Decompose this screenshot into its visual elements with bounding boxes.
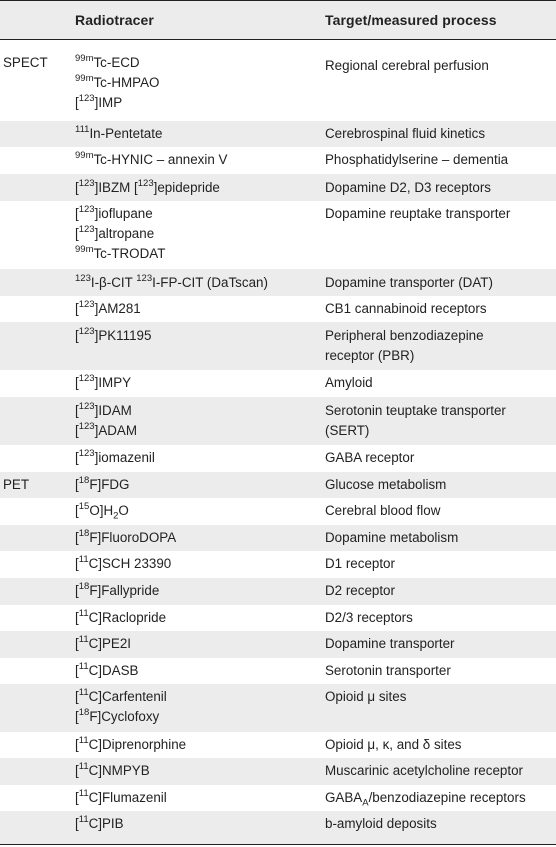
tracer-cell: [$^{11}$C]Raclopride: [75, 607, 167, 625]
category-cell: SPECT: [3, 55, 48, 70]
target-cell: Dopamine transporter: [325, 636, 455, 651]
tracer-cell: [$^{123}$]IMPY: [75, 372, 132, 390]
table-row: [0, 174, 556, 201]
target-cell: D2 receptor: [325, 583, 395, 598]
target-cell: Serotonin transporter: [325, 663, 451, 678]
target-cell: Amyloid: [325, 375, 373, 390]
tracer-cell: $^{99m}$Tc-HYNIC – annexin V: [75, 149, 228, 167]
target-cell: Cerebral blood flow: [325, 503, 441, 518]
table-row: [0, 53, 556, 121]
table-row: [0, 631, 556, 658]
table-bottom-rule: [0, 844, 556, 845]
target-cell: D1 receptor: [325, 556, 395, 571]
tracer-cell: $^{111}$In-Pentetate: [75, 123, 163, 141]
tracer-cell: [$^{11}$C]NMPYB: [75, 760, 150, 778]
table-row: [0, 658, 556, 684]
table-row: [0, 296, 556, 322]
tracer-cell: $[^{15}O]H_2O$: [75, 500, 129, 522]
table-row: [0, 525, 556, 551]
tracer-cell: [$^{123}$]iomazenil: [75, 447, 155, 465]
table-row: [0, 498, 556, 525]
target-cell: Regional cerebral perfusion: [325, 58, 489, 73]
table-row: [0, 605, 556, 631]
tracer-cell: [$^{11}$C]DASB: [75, 660, 139, 678]
table-row: [0, 684, 556, 732]
target-cell: Dopamine metabolism: [325, 530, 459, 545]
tracer-cell: [$^{11}$C]PIB: [75, 813, 124, 831]
tracer-cell: [$^{123}$]AM281: [75, 298, 141, 316]
tracer-cell: [$^{123}$]PK11195: [75, 325, 152, 343]
target-cell: Dopamine reuptake transporter: [325, 206, 511, 221]
target-cell: Peripheral benzodiazepine receptor (PBR): [325, 328, 484, 363]
target-cell: Opioid μ, κ, and δ sites: [325, 737, 462, 752]
tracer-cell: [$^{123}$]IDAM [$^{123}$]ADAM: [75, 400, 138, 438]
tracer-cell: [$^{18}$F]FDG: [75, 474, 130, 492]
tracer-line: $^{99m}$Tc-ECD: [75, 52, 140, 70]
table-row: [0, 370, 556, 397]
table-row: [0, 811, 556, 844]
tracer-cell: [$^{123}$]ioflupane [$^{123}$]altropane $^{99m}$Tc-TRODAT: [75, 203, 166, 261]
target-cell: GABA receptor: [325, 450, 415, 465]
table-row: [0, 758, 556, 785]
tracer-cell: [$^{11}$C]Diprenorphine: [75, 734, 187, 752]
tracer-cell: [$^{11}$C]Carfentenil [$^{18}$F]Cyclofoxy: [75, 686, 167, 724]
header-radiotracer: Radiotracer: [75, 12, 154, 28]
table-row: [0, 578, 556, 605]
tracer-line: $^{99m}$Tc-HMPAO: [75, 72, 160, 90]
header-target: Target/measured process: [325, 12, 497, 28]
target-cell: Serotonin teuptake transporter (SERT): [325, 403, 506, 438]
table-row: [0, 201, 556, 269]
table-row: [0, 121, 556, 147]
tracer-line: [$^{123}$]IMP: [75, 92, 123, 110]
table-row: [0, 551, 556, 578]
target-cell: Phosphatidylserine – dementia: [325, 152, 509, 167]
target-cell: b-amyloid deposits: [325, 816, 437, 831]
table-row: [0, 785, 556, 811]
target-cell: CB1 cannabinoid receptors: [325, 301, 487, 316]
table-header: [0, 0, 556, 40]
tracer-cell: [$^{11}$C]Flumazenil: [75, 787, 167, 805]
table-row: [0, 322, 556, 370]
tracer-cell: [$^{11}$C]PE2I: [75, 633, 132, 651]
target-cell: Muscarinic acetylcholine receptor: [325, 763, 523, 778]
table-row: [0, 732, 556, 758]
target-cell: Opioid μ sites: [325, 689, 407, 704]
tracer-cell: [$^{18}$F]FluoroDOPA: [75, 527, 177, 545]
target-cell: D2/3 receptors: [325, 610, 413, 625]
category-cell: PET: [3, 477, 30, 492]
table-row: [0, 269, 556, 296]
target-cell: $GABA_A$/benzodiazepine receptors: [325, 790, 526, 809]
target-cell: Cerebrospinal fluid kinetics: [325, 126, 486, 141]
target-cell: Dopamine D2, D3 receptors: [325, 180, 491, 195]
target-cell: Glucose metabolism: [325, 477, 447, 492]
tracer-cell: [$^{123}$]IBZM [$^{123}$]epidepride: [75, 177, 220, 195]
target-cell: Dopamine transporter (DAT): [325, 275, 493, 290]
table-row: [0, 147, 556, 174]
tracer-cell: [$^{11}$C]SCH 23390: [75, 553, 172, 571]
tracer-cell: [75, 53, 320, 113]
table-row: [0, 397, 556, 445]
table-row: [0, 472, 556, 498]
table-row: [0, 445, 556, 472]
tracer-cell: $^{123}$I-β-CIT $^{123}$I-FP-CIT (DaTscan): [75, 272, 268, 290]
tracer-cell: [$^{18}$F]Fallypride: [75, 580, 160, 598]
